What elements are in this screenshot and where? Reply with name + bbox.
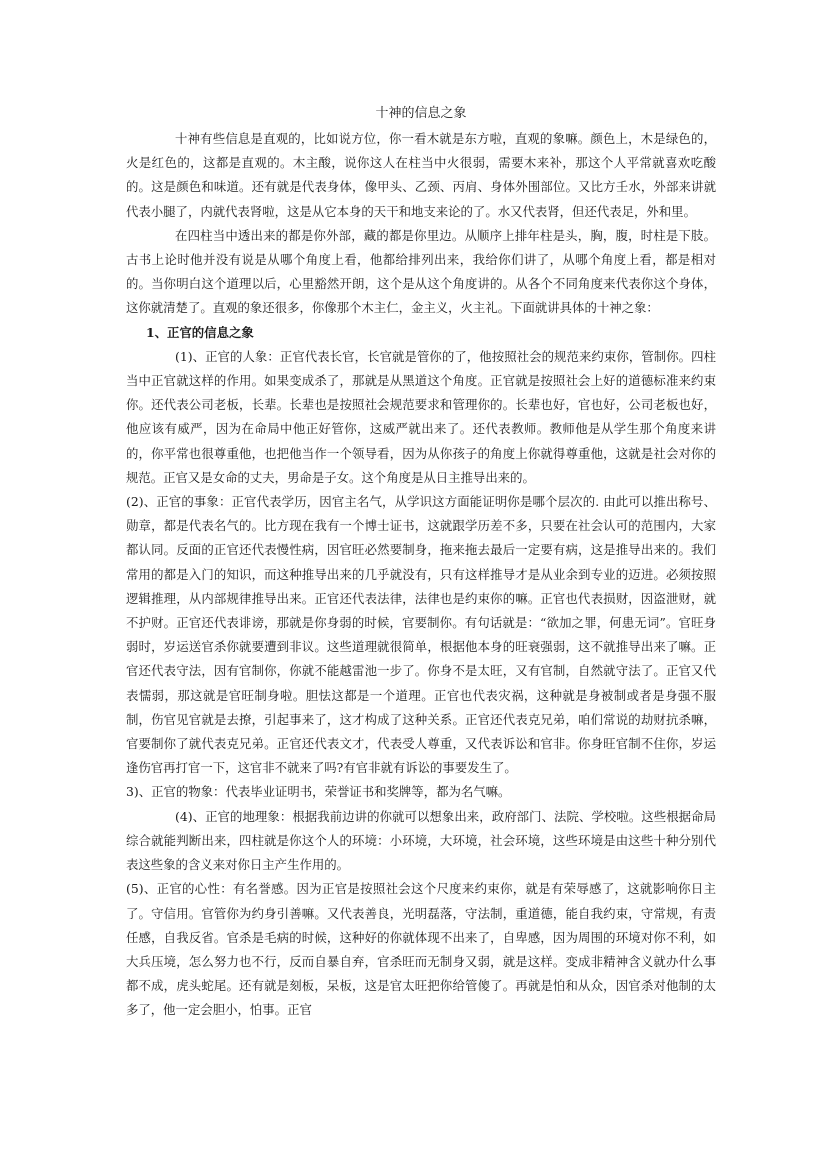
document-page	[126, 103, 716, 1023]
section-heading-zhengguan: 1、正官的信息之象	[146, 324, 254, 340]
paragraph-intro: 十神有些信息是直观的，比如说方位，你一看木就是东方啦，直观的象嘛。颜色上，木是绿色的，火是红色的，这都是直观的。木主酸，说你这人在柱当中火很弱，需要木来补，那这个人平常就喜欢吃酸的。这是颜色和味道。还有就是代表身体，像甲头、乙颈、丙肩、身体外围部位。又比方壬水，外部来讲就代表小腿了，内就代表肾啦，这是从它本身的天干和地支来论的了。水又代表肾，但还代表足，外和里。	[126, 131, 716, 219]
paragraph-event-image: (2)、正官的事象：正官代表学历，因官主名气，从学识这方面能证明你是哪个层次的. 由此可以推出称号、勋章，都是代表名气的。比方现在我有一个博士证书，这就跟学历差不多，只要在社会认可的范围内，大家都认同。反面的正官还代表慢性病，因官旺必然要制身，拖来拖去最后一定要有病，这是推导出来的。我们常用的都是入门的知识，而这种推导出来的几乎就没有，只有这样推导才是从业余到专业的迈进。必须按照逻辑推理，从内部规律推导出来。正官还代表法律，法律也是约束你的嘛。正官也代表损财，因盗泄财，就不护财。正官还代表诽谤，那就是你身弱的时候，官要制你。有句话就是：“欲加之罪，何患无词”。官旺身弱时，岁运送官杀你就要遭到非议。这些道理就很简单，根据他本身的旺衰强弱，这不就推导出来了嘛。正官还代表守法，因有官制你，你就不能越雷池一步了。你身不是太旺，又有官制，自然就守法了。正官又代表懦弱，那这就是官旺制身啦。胆怯这都是一个道理。正官也代表灾祸，这种就是身被制或者是身强不服制，伤官见官就是去撩，引起事来了，这才构成了这种关系。正官还代表克兄弟，咱们常说的劫财抗杀嘛，官要制你了就代表克兄弟。正官还代表文才，代表受人尊重，又代表诉讼和官非。你身旺官制不住你，岁运逢伤官再打官一下，这官非不就来了吗?有官非就有诉讼的事要发生了。	[126, 494, 716, 776]
paragraph-temperament: (5)、正官的心性：有名誉感。因为正官是按照社会这个尺度来约束你，就是有荣辱感了，这就影响你日主了。守信用。官管你为约身引善嘛。又代表善良，光明磊落，守法制，重道德，能自我约束，守常规，有责任感，自我反省。官杀是毛病的时候，这种好的你就体现不出来了，自卑感，因为周围的环境对你不利，如大兵压境，怎么努力也不行，反而自暴自弃，官杀旺而无制身又弱，就是这样。变成非精神含义就办什么事都不成，虎头蛇尾。还有就是刻板，呆板，这是官太旺把你给管傻了。再就是怕和从众，因官杀对他制的太多了，他一定会胆小，怕事。正官	[126, 881, 716, 1018]
document-title: 十神的信息之象	[375, 106, 467, 121]
paragraph-four-pillars: 在四柱当中透出来的都是你外部，藏的都是你里边。从顺序上排年柱是头，胸，腹，时柱是下肢。古书上论时他并没有说是从哪个角度上看，他都给排列出来，我给你们讲了，从哪个角度上看，都是相对的。当你明白这个道理以后，心里豁然开朗，这个是从这个角度讲的。从各个不同角度来代表你这个身体，这你就清楚了。直观的象还很多，你像那个木主仁，金主义，火主礼。下面就讲具体的十神之象：	[126, 227, 716, 316]
paragraph-geography-image: (4)、正官的地理象：根据我前边讲的你就可以想象出来，政府部门、法院、学校啦。这些根据命局综合就能判断出来，四柱就是你这个人的环境：小环境，大环境，社会环境，这些环境是由这些十种分别代表这些象的含义来对你日主产生作用的。	[126, 808, 716, 873]
paragraph-person-image: (1)、正官的人象：正官代表长官，长官就是管你的了，他按照社会的规范来约束你，管制你。四柱当中正官就这样的作用。如果变成杀了，那就是从黑道这个角度。正官就是按照社会上好的道德标准来约束你。还代表公司老板，长辈。长辈也是按照社会规范要求和管理你的。长辈也好，官也好，公司老板也好，他应该有威严，因为在命局中他正好管你，这威严就出来了。还代表教师。教师他是从学生那个角度来讲的，你平常也很尊重他，也把他当作一个领导看，因为从你孩子的角度上你就得尊重他，这就是社会对你的规范。正官又是女命的丈夫，男命是子女。这个角度是从日主推导出来的。	[126, 348, 716, 485]
paragraph-object-image: 3)、正官的物象：代表毕业证明书，荣誉证书和奖牌等，都为名气嘛。	[126, 784, 511, 800]
